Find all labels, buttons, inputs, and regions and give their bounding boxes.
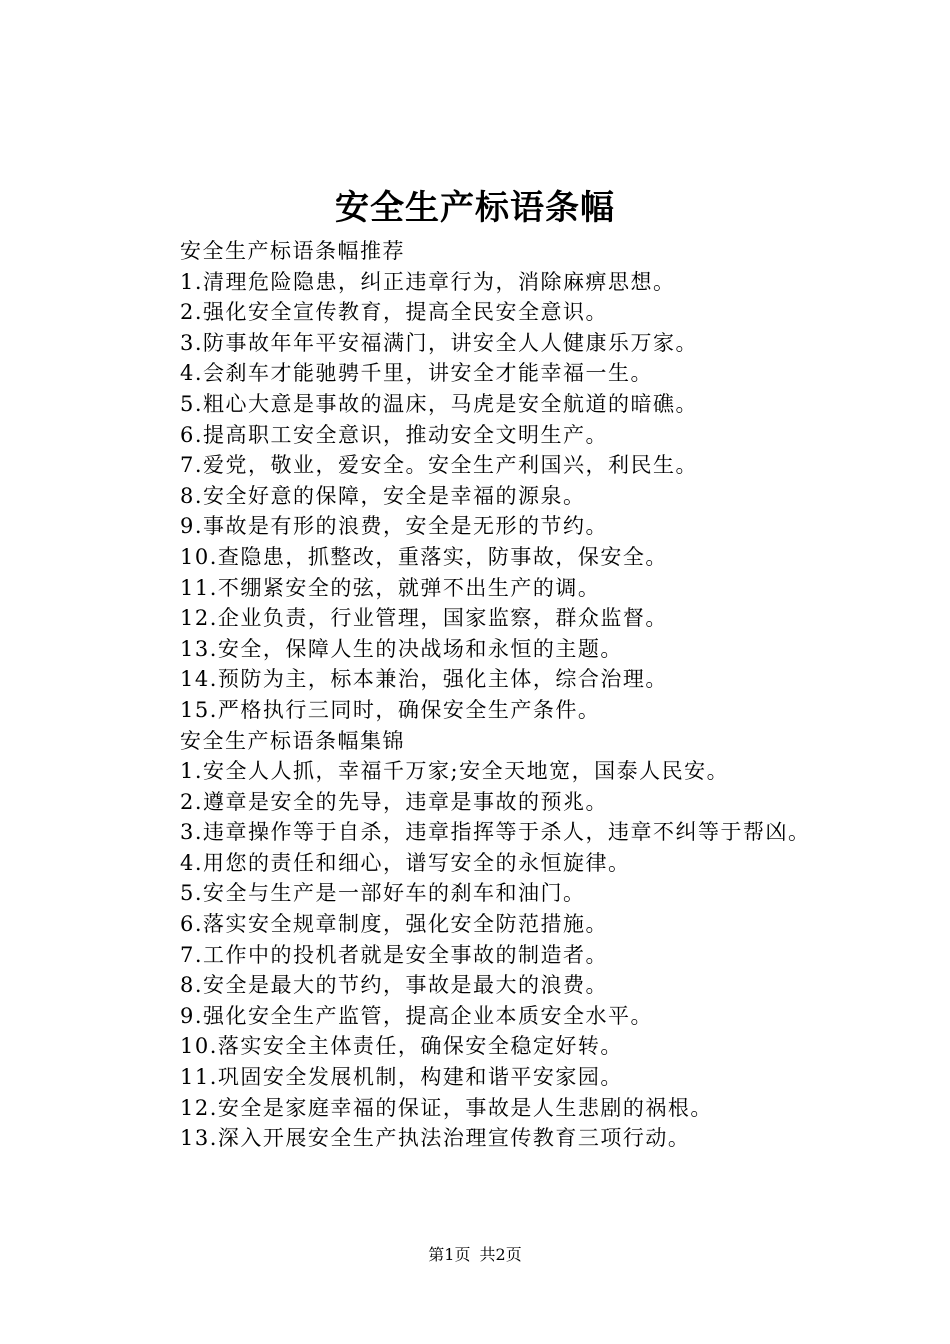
slogan-line: 9.强化安全生产监管，提高企业本质安全水平。 xyxy=(180,1003,654,1028)
slogan-line: 13.安全，保障人生的决战场和永恒的主题。 xyxy=(180,636,623,661)
slogan-line: 10.落实安全主体责任，确保安全稳定好转。 xyxy=(180,1034,623,1059)
slogan-line: 5.安全与生产是一部好车的刹车和油门。 xyxy=(180,881,586,906)
slogan-line: 13.深入开展安全生产执法治理宣传教育三项行动。 xyxy=(180,1126,691,1151)
slogan-line: 9.事故是有形的浪费，安全是无形的节约。 xyxy=(180,514,609,539)
section-heading-recommended: 安全生产标语条幅推荐 xyxy=(180,239,405,263)
slogan-line: 1.安全人人抓，幸福千万家;安全天地宽，国泰人民安。 xyxy=(180,759,730,784)
slogan-line: 3.防事故年年平安福满门，讲安全人人健康乐万家。 xyxy=(180,330,699,355)
slogan-line: 12.企业负责，行业管理，国家监察，群众监督。 xyxy=(180,606,668,631)
slogan-line: 4.用您的责任和细心，谱写安全的永恒旋律。 xyxy=(180,850,631,875)
slogan-line: 11.不绷紧安全的弦，就弹不出生产的调。 xyxy=(180,575,601,600)
slogan-line: 8.安全是最大的节约，事故是最大的浪费。 xyxy=(180,973,609,998)
slogan-line: 6.落实安全规章制度，强化安全防范措施。 xyxy=(180,912,609,937)
slogan-line: 15.严格执行三同时，确保安全生产条件。 xyxy=(180,697,601,722)
page-number: 第1页 xyxy=(428,1245,471,1264)
document-body xyxy=(130,236,830,1154)
slogan-line: 6.提高职工安全意识，推动安全文明生产。 xyxy=(180,422,609,447)
slogan-line: 3.违章操作等于自杀，违章指挥等于杀人，违章不纠等于帮凶。 xyxy=(180,820,811,845)
slogan-line: 8.安全好意的保障，安全是幸福的源泉。 xyxy=(180,483,586,508)
slogan-line: 2.遵章是安全的先导，违章是事故的预兆。 xyxy=(180,789,609,814)
page-footer xyxy=(0,1243,950,1267)
slogan-line: 14.预防为主，标本兼治，强化主体，综合治理。 xyxy=(180,667,668,692)
slogan-line: 10.查隐患，抓整改，重落实，防事故，保安全。 xyxy=(180,544,668,569)
section-heading-collection: 安全生产标语条幅集锦 xyxy=(180,728,405,753)
slogan-line: 12.安全是家庭幸福的保证，事故是人生悲剧的祸根。 xyxy=(180,1095,713,1120)
slogan-line: 11.巩固安全发展机制，构建和谐平安家园。 xyxy=(180,1065,623,1090)
slogan-line: 1.清理危险隐患，纠正违章行为，消除麻痹思想。 xyxy=(180,269,676,294)
document-title: 安全生产标语条幅 xyxy=(335,188,615,228)
page-total: 共2页 xyxy=(479,1245,522,1264)
slogan-line: 2.强化安全宣传教育，提高全民安全意识。 xyxy=(180,300,609,325)
slogan-line: 4.会刹车才能驰骋千里，讲安全才能幸福一生。 xyxy=(180,361,654,386)
slogan-line: 5.粗心大意是事故的温床，马虎是安全航道的暗礁。 xyxy=(180,391,699,416)
slogan-line: 7.爱党，敬业，爱安全。安全生产利国兴，利民生。 xyxy=(180,453,699,478)
slogan-line: 7.工作中的投机者就是安全事故的制造者。 xyxy=(180,942,609,967)
